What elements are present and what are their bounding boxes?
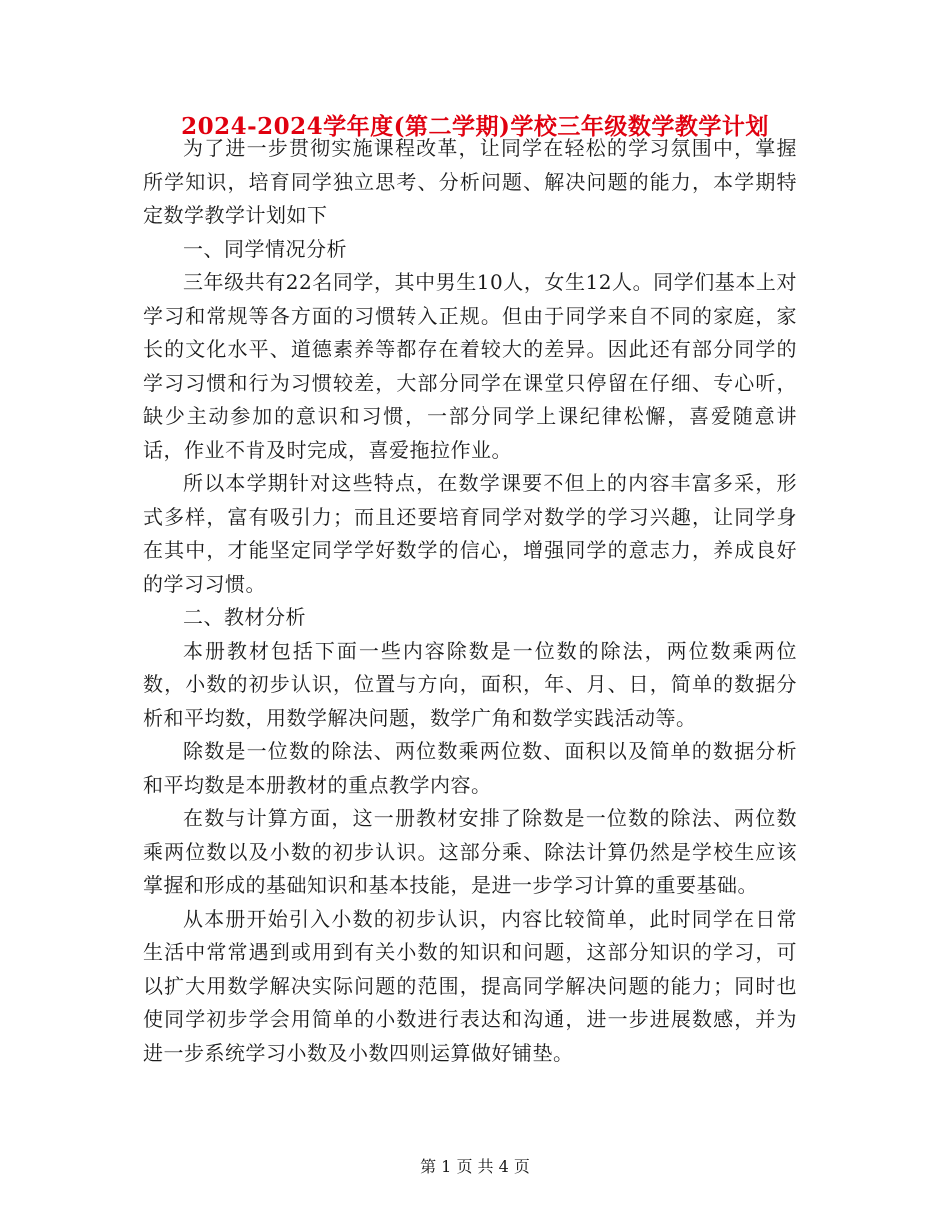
page-footer: 第 1 页 共 4 页 xyxy=(420,1157,530,1176)
section-heading-student-analysis: 一、同学情况分析 xyxy=(183,236,347,261)
intro-paragraph: 为了进一步贯彻实施课程改革，让同学在轻松的学习氛围中，掌握所学知识，培育同学独立思考、分析问题、解决问题的能力，本学期特定数学教学计划如下 xyxy=(143,136,797,227)
decimals-paragraph: 从本册开始引入小数的初步认识，内容比较简单，此时同学在日常生活中常常遇到或用到有关小数的知识和问题，这部分知识的学习，可以扩大用数学解决实际问题的范围，提高同学解决问题的能力；同时也使同学初步学会用简单的小数进行表达和沟通，进一步进展数感，并为进一步系统学习小数及小数四则运算做好铺垫。 xyxy=(143,906,797,1065)
document-body xyxy=(143,132,797,1070)
textbook-contents-paragraph: 本册教材包括下面一些内容除数是一位数的除法，两位数乘两位数，小数的初步认识，位置与方向，面积，年、月、日，简单的数据分析和平均数，用数学解决问题，数学广角和数学实践活动等。 xyxy=(143,638,797,730)
student-analysis-paragraph: 三年级共有22名同学，其中男生10人，女生12人。同学们基本上对学习和常规等各方面的习惯转入正规。但由于同学来自不同的家庭，家长的文化水平、道德素养等都存在着较大的差异。因此还有部分同学的学习习惯和行为习惯较差，大部分同学在课堂只停留在仔细、专心听，缺少主动参加的意识和习惯，一部分同学上课纪律松懈，喜爱随意讲话，作业不肯及时完成，喜爱拖拉作业。 xyxy=(143,270,797,462)
section-heading-textbook-analysis: 二、教材分析 xyxy=(183,605,306,629)
document-title: 2024-2024学年度(第二学期)学校三年级数学教学计划 xyxy=(181,113,769,140)
key-content-paragraph: 除数是一位数的除法、两位数乘两位数、面积以及简单的数据分析和平均数是本册教材的重点教学内容。 xyxy=(143,739,797,797)
calculation-paragraph: 在数与计算方面，这一册教材安排了除数是一位数的除法、两位数乘两位数以及小数的初步认识。这部分乘、除法计算仍然是学校生应该掌握和形成的基础知识和基本技能，是进一步学习计算的重要基础。 xyxy=(143,806,797,897)
teaching-approach-paragraph: 所以本学期针对这些特点，在数学课要不但上的内容丰富多采，形式多样，富有吸引力；而且还要培育同学对数学的学习兴趣，让同学身在其中，才能坚定同学学好数学的信心，增强同学的意志力，养成良好的学习习惯。 xyxy=(143,471,797,596)
